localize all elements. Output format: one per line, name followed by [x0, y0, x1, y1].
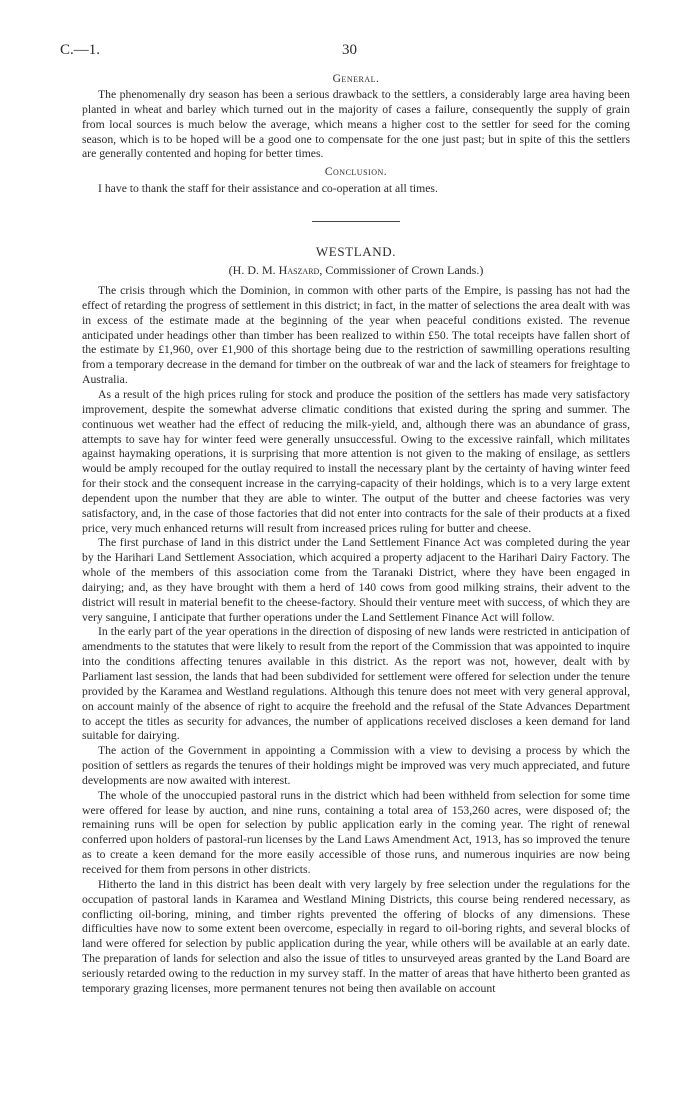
conclusion-heading: Conclusion. — [324, 166, 388, 179]
general-paragraph: The phenomenally dry season has been a serious drawback to the settlers, a considerably large area having been planted in wheat and barley which turned out in the majority of cases a failure, consequently the supply of grain from local sources is much below the average, which means a higher cost to the settler for seed for the coming season, which is to be hoped will be a good one to compensate for the one just past; but in spite of this the settlers are generally contented and hoping for better times. — [82, 88, 630, 161]
section-divider — [312, 221, 400, 222]
westland-paragraph-5: The action of the Government in appointing a Commission with a view to devising a process by which the position of settlers as regards the tenures of their holdings might be improved was very much appreciated, and future developments are now awaited with interest. — [82, 744, 630, 787]
conclusion-paragraph: I have to thank the staff for their assistance and co-operation at all times. — [98, 182, 438, 196]
commissioner-title: , Commissioner of Crown Lands.) — [319, 263, 484, 278]
page-body — [82, 72, 630, 997]
commissioner-initials: (H. D. M. — [228, 263, 279, 278]
westland-title: WESTLAND. — [315, 244, 397, 260]
westland-paragraph-6: The whole of the unoccupied pastoral runs in the district which had been withheld from selection for some time were offered for lease by auction, and nine runs, containing a total area of 153,260 acres, were disposed of; the remaining runs will be open for selection by public application early in the coming year. The right of renewal conferred upon holders of pastoral-run licenses by the Land Laws Amendment Act, 1913, has so improved the tenure as to create a keen demand for the more easily accessible of those runs, and numerous inquiries are now being received for them from persons in other districts. — [82, 788, 630, 876]
general-heading: General. — [332, 73, 380, 85]
westland-paragraph-4: In the early part of the year operations in the direction of disposing of new lands were restricted in anticipation of amendments to the statutes that were likely to result from the report of the Commission that was appointed to inquire into the conditions affecting tenures available in this district. As the report was not, however, dealt with by Parliament last session, the lands that had been subdivided for settlement were offered for selection under the tenure provided by the Karamea and Westland regulations. Although this tenure does not meet with very general approval, on account mainly of the absence of right to acquire the freehold and the refusal of the State Advances Department to accept the titles as security for advances, the number of applications received discloses a keen demand for land suitable for dairying. — [82, 625, 630, 743]
westland-paragraph-2: As a result of the high prices ruling for stock and produce the position of the settlers has made very satisfactory improvement, despite the somewhat adverse climatic conditions that existed during the spring and summer. The continuous wet weather had the effect of reducing the milk-yield, and, although there was an abundance of grass, attempts to save hay for winter feed were generally unsuccessful. Owing to the excessive rainfall, which militates against haymaking operations, it is surprising that more attention is not given to the making of ensilage, as settlers would be amply recouped for the outlay required to install the necessary plant by the certainty of having winter feed for their stock and the consequent increase in the carrying-capacity of their holdings, which is to a very large extent dependent upon the number that they are able to winter. The output of the butter and cheese factories was very satisfactory, and, in the case of those factories that did not enter into contracts for the sale of their products at a fixed price, very much enhanced returns will result from increased prices ruling for butter and cheese. — [82, 387, 630, 535]
commissioner-name: Haszard — [278, 263, 320, 278]
page-number: 30 — [342, 42, 357, 58]
running-header — [60, 42, 630, 62]
westland-paragraph-1: The crisis through which the Dominion, in common with other parts of the Empire, is passing has not had the effect of retarding the progress of settlement in this district; in fact, in the matter of selections the area dealt with was in excess of the estimate made at the beginning of the year when peaceful conditions existed. The revenue anticipated under headings other than timber has been realized to within £50. The total receipts have fallen short of the estimate by £1,960, over £1,900 of this shortage being due to the restriction of sawmilling operations resulting from a temporary decrease in the demand for timber on the outbreak of war and the lack of steamers for freightage to Australia. — [82, 284, 630, 387]
westland-paragraph-7: Hitherto the land in this district has been dealt with very largely by free selection under the regulations for the occupation of pastoral lands in Karamea and Westland Mining Districts, this course being rendered necessary, as conflicting oil-boring, mining, and timber rights prevented the offering of blocks of any dimensions. These difficulties have now to some extent been overcome, especially in regard to oil-boring rights, and several blocks of land were offered for selection by public application during the year, while others will be available at an early date. The preparation of lands for selection and also the issue of titles to unsurveyed areas granted by the Land Board are seriously retarded owing to the reduction in my survey staff. In the matter of areas that have hitherto been granted as temporary grazing licenses, more permanent tenures not being then available on account — [82, 877, 630, 995]
westland-paragraph-3: The first purchase of land in this district under the Land Settlement Finance Act was completed during the year by the Harihari Land Settlement Association, which acquired a property adjacent to the Harihari Dairy Factory. The whole of the members of this association come from the Taranaki District, where they have been engaged in dairying; and, as they have brought with them a herd of 140 cows from good milking strains, their advent to the district will result in material benefit to the cheese-factory. Should their venture meet with success, of which they are very sanguine, I anticipate that further operations under the Land Settlement Finance Act will follow. — [82, 536, 630, 624]
westland-commissioner-line — [82, 262, 630, 278]
report-code: C.—1. — [60, 42, 101, 58]
